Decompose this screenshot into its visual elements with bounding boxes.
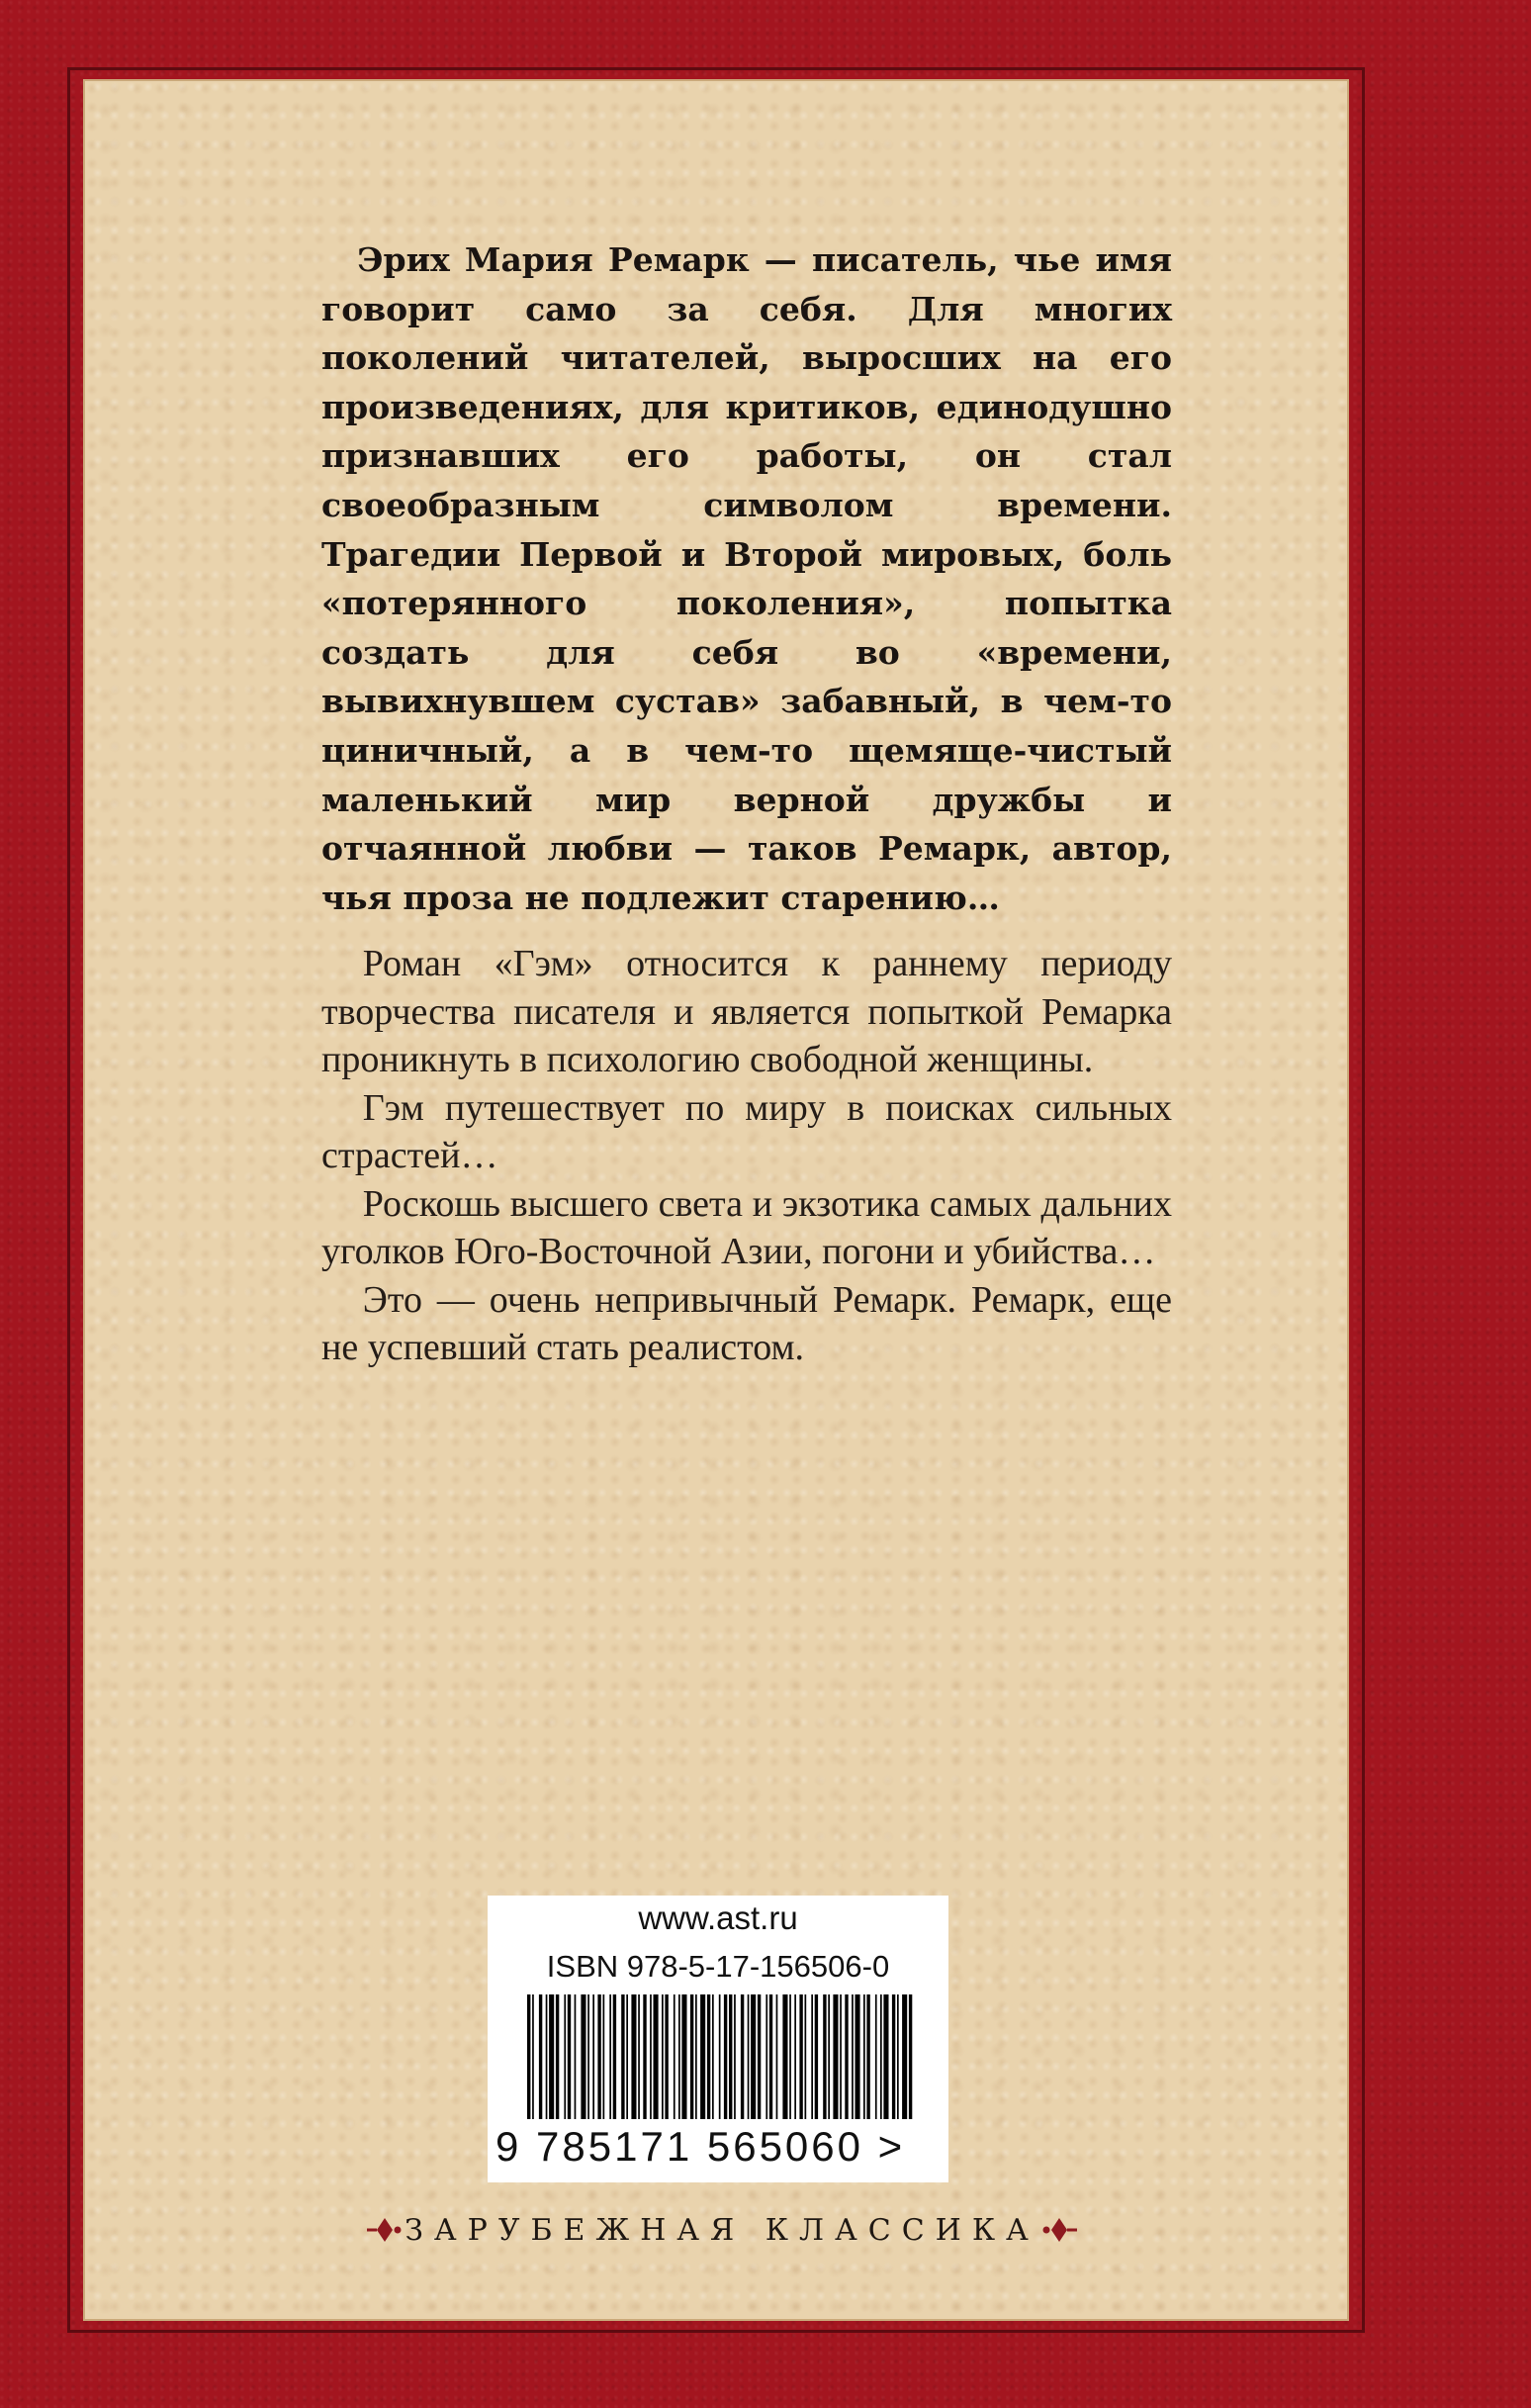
- novel-description: [321, 940, 1172, 1372]
- series-line: [267, 2205, 1177, 2255]
- publisher-website: www.ast.ru: [638, 1899, 798, 1936]
- ornament-left-icon: [365, 2215, 405, 2245]
- isbn-number: ISBN 978-5-17-156506-0: [546, 1949, 890, 1984]
- series-title: ЗАРУБЕЖНАЯ КЛАССИКА: [405, 2212, 1039, 2248]
- description-paragraph: Это — очень непривычный Ремарк. Ремарк, еще не успевший стать реалистом.: [321, 1278, 1172, 1368]
- barcode-box: [488, 1896, 948, 2182]
- barcode-bars: [527, 1994, 913, 2119]
- description-paragraph: Гэм путешествует по миру в поисках сильных страстей…: [321, 1086, 1172, 1176]
- author-blurb: Эрих Мария Ремарк — писатель, чье имя говорит само за себя. Для многих поколений читателей, выросших на его произведениях, для критиков, единодушно признавших его работы, он стал своеобразным символом времени. Трагедии Первой и Второй мировых, боль «потерянного поколения», попытка создать для себя во «времени, вывихнувшем сустав» забавный, в чем-то циничный, а в чем-то щемяще-чистый маленький мир верной дружбы и отчаянной любви — таков Ремарк, автор, чья проза не подлежит старению…: [321, 240, 1172, 917]
- ornament-right-icon: [1039, 2215, 1079, 2245]
- barcode-digits: 9 785171 565060 >: [495, 2123, 906, 2170]
- description-paragraph: Роскошь высшего света и экзотика самых дальних уголков Юго-Восточной Азии, погони и убийства…: [321, 1182, 1172, 1272]
- description-paragraph: Роман «Гэм» относится к раннему периоду творчества писателя и является попыткой Ремарка проникнуть в психологию свободной женщины.: [321, 943, 1172, 1080]
